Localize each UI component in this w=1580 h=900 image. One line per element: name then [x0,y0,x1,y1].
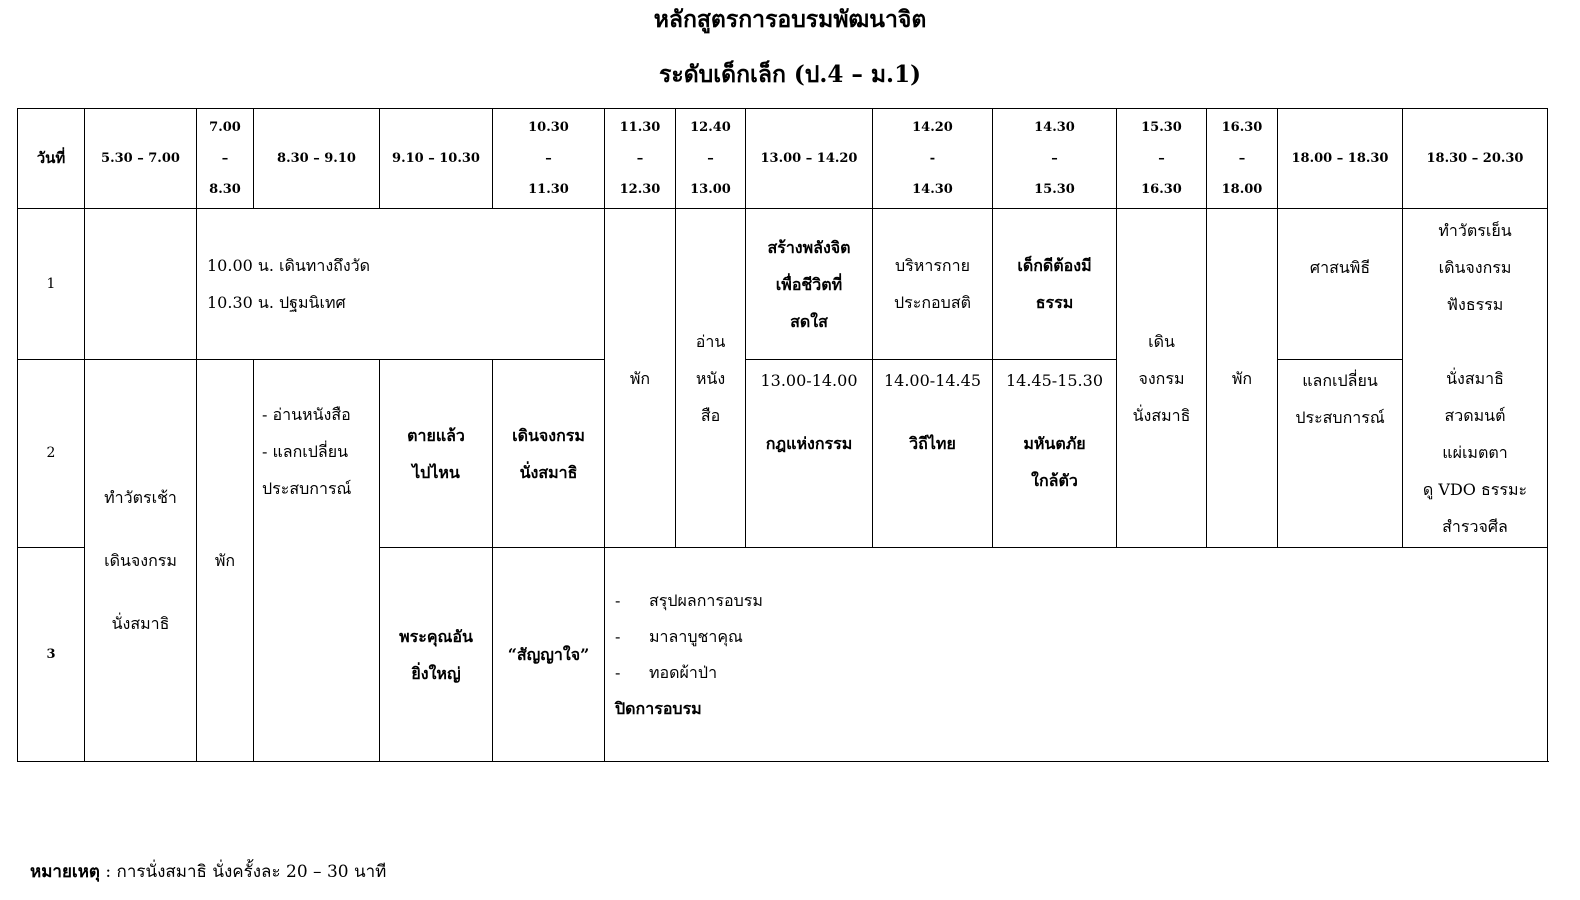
header-time: 10.30 – 11.30 [493,109,605,209]
day1-walk-meditation: เดิน จงกรม นั่งสมาธิ [1117,209,1207,548]
day1-reading: อ่าน หนัง สือ [676,209,746,548]
header-time: 14.20 - 14.30 [873,109,993,209]
day1-rest: พัก [605,209,676,548]
day1-row [18,209,1548,360]
day-number: 1 [18,209,85,360]
day-number: 2 [18,360,85,548]
page-subtitle: ระดับเด็กเล็ก (ป.4 – ม.1) [659,61,921,88]
header-time: 13.00 – 14.20 [746,109,873,209]
header-time: 14.30 – 15.30 [993,109,1117,209]
day2-after-death: ตายแล้ว ไปไหน [380,360,493,548]
day1-ritual: ศาสนพิธี [1278,209,1403,360]
day1-mind-power: สร้างพลังจิต เพื่อชีวิตที่ สดใส [746,209,873,360]
header-time: 18.00 – 18.30 [1278,109,1403,209]
header-time: 8.30 – 9.10 [254,109,380,209]
header-time: 5.30 – 7.00 [85,109,197,209]
footnote-label: หมายเหตุ [30,862,100,882]
day3-promise: “สัญญาใจ” [493,548,605,762]
day3-gratitude: พระคุณอัน ยิ่งใหญ่ [380,548,493,762]
schedule-table [17,108,1548,762]
header-time: 18.30 – 20.30 [1403,109,1548,209]
footnote [30,858,386,886]
day-number: 3 [18,548,85,762]
break-cell: พัก [197,360,254,762]
evening-program: ทำวัตรเย็น เดินจงกรม ฟังธรรม นั่งสมาธิ สวดมนต์ แผ่เมตตา ดู VDO ธรรมะ สำรวจศีล [1403,209,1548,548]
day2-thai-way: 14.00-14.45 วิถีไทย [873,360,993,548]
header-time: 16.30 – 18.00 [1207,109,1278,209]
page-title: หลักสูตรการอบรมพัฒนาจิต [653,6,927,33]
day1-exercise: บริหารกาย ประกอบสติ [873,209,993,360]
day1-arrival: 10.00 น. เดินทางถึงวัด 10.30 น. ปฐมนิเทศ [197,209,605,360]
day2-walk-meditation: เดินจงกรม นั่งสมาธิ [493,360,605,548]
footnote-text: : การนั่งสมาธิ นั่งครั้งละ 20 – 30 นาที [105,862,387,882]
day3-closing: - สรุปผลการอบรม - มาลาบูชาคุณ - ทอดผ้าป่า ปิดการอบรม [605,548,1548,762]
header-row [18,109,1548,209]
day2-karma: 13.00-14.00 กฎแห่งกรรม [746,360,873,548]
day1-rest2: พัก [1207,209,1278,548]
header-time: 15.30 – 16.30 [1117,109,1207,209]
day2-exchange: แลกเปลี่ยน ประสบการณ์ [1278,360,1403,548]
header-time: 11.30 – 12.30 [605,109,676,209]
day1-good-kid: เด็กดีต้องมี ธรรม [993,209,1117,360]
day2-danger: 14.45-15.30 มหันตภัย ใกล้ตัว [993,360,1117,548]
header-time: 12.40 – 13.00 [676,109,746,209]
header-day: วันที่ [18,109,85,209]
header-time: 7.00 – 8.30 [197,109,254,209]
header-time: 9.10 – 10.30 [380,109,493,209]
morning-chanting: ทำวัตรเช้า เดินจงกรม นั่งสมาธิ [85,360,197,762]
day2-row [18,360,1548,548]
reading-exchange: - อ่านหนังสือ - แลกเปลี่ยน ประสบการณ์ [254,360,380,762]
empty-cell [85,209,197,360]
